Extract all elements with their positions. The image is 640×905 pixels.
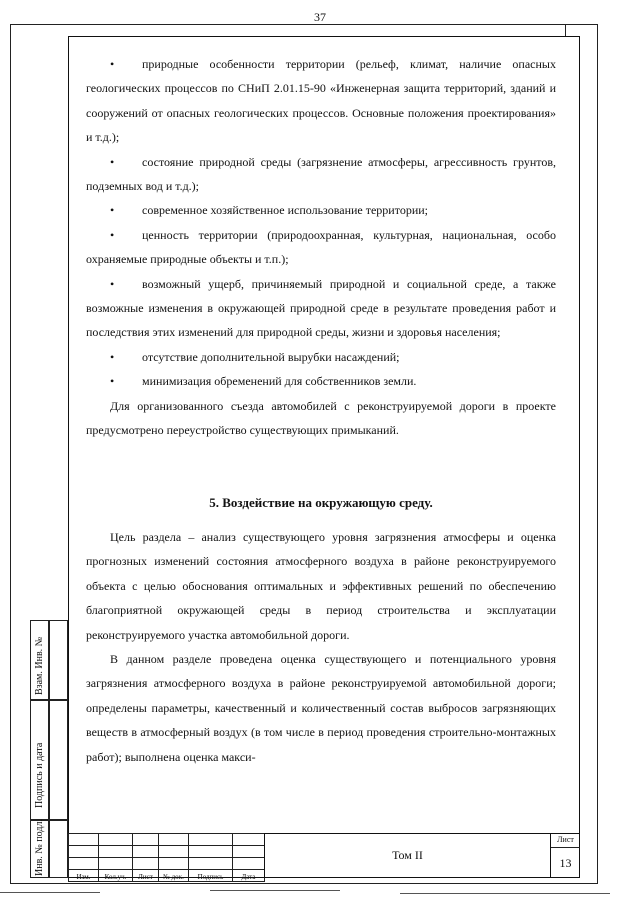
bullet-icon: • (110, 154, 115, 169)
title-block-revision-grid (68, 833, 264, 881)
bullet-icon: • (110, 276, 115, 291)
document-body (86, 52, 556, 769)
header-signature: Подпись (189, 870, 233, 882)
bullet-icon: • (110, 374, 115, 389)
list-item: • состояние природной среды (загрязнение атмосферы, агрессивность грунтов, подземных вод и т.д.); (86, 150, 556, 199)
list-item: • минимизация обременений для собственников земли. (86, 369, 556, 393)
header-sheet: Лист (133, 870, 159, 882)
header-date: Дата (233, 870, 265, 882)
paragraph-access-roads: Для организованного съезда автомобилей с реконструируемой дороги в проекте предусмотрено переустройство существующих примыканий. (86, 398, 556, 438)
paragraph-section-goal: Цель раздела – анализ существующего уровня загрязнения атмосферы и оценка прогнозных изменений состояния атмосферного воздуха в районе реконструируемого объекта с целью обоснования оптимальных и эффективных решений по обеспечению благоприятной окружающей среды в период строительства и эксплуатации реконструируемого участка автомобильной дороги. (86, 529, 556, 642)
bullet-icon: • (110, 349, 115, 364)
page-number: 37 (314, 10, 326, 24)
list-item: • природные особенности территории (рельеф, климат, наличие опасных геологических процессов по СНиП 2.01.15-90 «Инженерная защита территорий, зданий и сооружений от опасных геологических процессов. Основные положения проектирования» и т.д.); (86, 52, 556, 150)
header-doc-number: № док. (159, 870, 189, 882)
bullet-icon: • (110, 57, 115, 71)
list-item: • возможный ущерб, причиняемый природной и социальной среде, а также возможные изменения в окружающей природной среде в результате проведения работ и последствия этих изменений для природной среды, жизни и здоровья населения; (86, 272, 556, 345)
list-item: • современное хозяйственное использование территории; (86, 198, 556, 222)
side-stamp-box-2-value (49, 700, 68, 820)
side-stamp-box-1-value (49, 620, 68, 700)
scan-edge-line (400, 893, 610, 894)
side-label-signature-date: Подпись и дата (34, 742, 45, 808)
sheet-number: 13 (559, 856, 572, 870)
sheet-label: Лист (551, 833, 580, 848)
title-block-sheet (550, 833, 580, 878)
bullet-icon: • (110, 203, 115, 218)
title-block-volume (264, 833, 550, 878)
side-label-original-inv: Инв. № подл. (34, 819, 45, 876)
section-title: 5. Воздействие на окружающую среду. (209, 494, 433, 510)
scan-edge-line (210, 890, 340, 891)
side-label-replacement-inv: Взам. Инв. № (34, 636, 45, 695)
side-stamp-box-3-value (49, 820, 68, 878)
list-item: • отсутствие дополнительной вырубки насаждений; (86, 345, 556, 369)
list-item: • ценность территории (природоохранная, культурная, национальная, особо охраняемые природные объекты и т.п.); (86, 223, 556, 272)
paragraph-assessment: В данном разделе проведена оценка существующего и потенциального уровня загрязнения атмосферного воздуха в районе реконструируемой автомобильной дороги; определены параметры, качественный и количественный состав выбросов загрязняющих веществ в атмосферный воздух (в том числе в период проведения строительно-монтажных работ); выполнена оценка макси- (86, 651, 556, 764)
header-count: Кол.уч. (99, 870, 133, 882)
header-change: Изм. (69, 870, 99, 882)
volume-label: Том II (392, 848, 423, 862)
bullet-icon: • (110, 227, 115, 242)
scan-edge-line (0, 892, 100, 893)
